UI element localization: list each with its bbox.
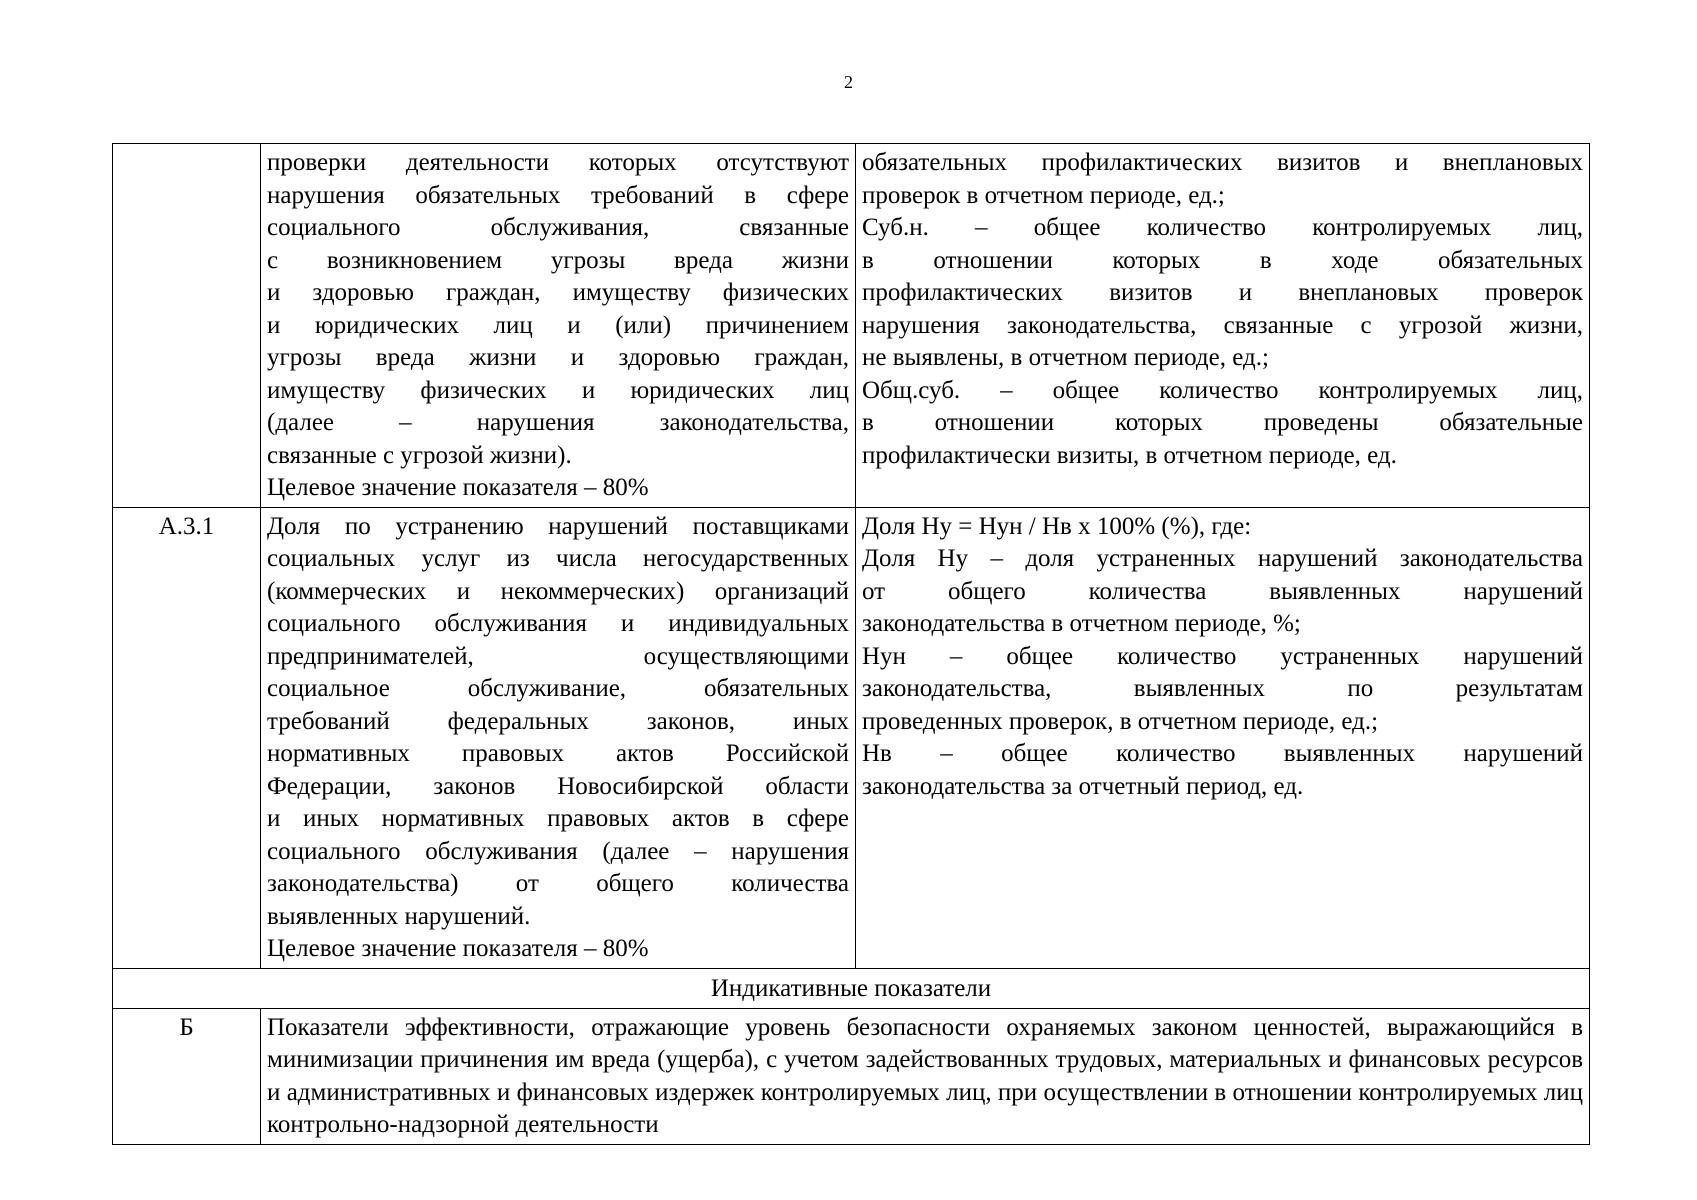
text-line: и здоровью граждан, имуществу физических — [267, 279, 849, 306]
indicator-formula — [856, 507, 1590, 968]
text-line: связанные с угрозой жизни). — [267, 441, 572, 469]
section-title: Индикативные показатели — [113, 968, 1590, 1008]
row-id: А.3.1 — [113, 507, 261, 968]
description-text — [267, 147, 849, 505]
formula-text — [862, 511, 1583, 804]
text-line: не выявлены, в отчетном периоде, ед.; — [862, 344, 1269, 371]
indicators-table — [112, 143, 1590, 1145]
text-line: Общ.суб. – общее количество контролируемых лиц, — [862, 376, 1583, 404]
text-line: Нв – общее количество выявленных нарушений — [862, 740, 1583, 767]
text-line: социальное обслуживание, обязательных — [267, 675, 849, 702]
formula-line: Доля Ну = Нун / Нв х 100% (%), где: — [862, 512, 1252, 540]
indicator-description: Показатели эффективности, отражающие уровень безопасности охраняемых законом ценностей, выражающийся в минимизации причинения им вреда (ущерба), с учетом задействованных трудовых, материальных и финансовых ресурсов и административных и финансовых издержек контролируемых лиц, при осуществлении в отношении контролируемых лиц контрольно-надзорной деятельности — [261, 1008, 1590, 1144]
text-line: законодательства) от общего количества — [267, 870, 849, 897]
text-line: угрозы вреда жизни и здоровью граждан, — [267, 344, 849, 371]
text-line: с возникновением угрозы вреда жизни — [267, 246, 849, 274]
table-row — [113, 507, 1590, 968]
text-line: проверки деятельности которых отсутствуют — [267, 149, 849, 176]
text-line: и юридических лиц и (или) причинением — [267, 311, 849, 339]
text-line: нормативных правовых актов Российской — [267, 740, 849, 767]
text-line: в отношении которых в ходе обязательных — [862, 246, 1583, 274]
table-row — [113, 1008, 1590, 1144]
target-value: Целевое значение показателя – 80% — [267, 474, 649, 501]
text-line: нарушения законодательства, связанные с угрозой жизни, — [862, 311, 1583, 339]
section-header-row — [113, 968, 1590, 1008]
text-line: в отношении которых проведены обязательные — [862, 409, 1583, 436]
row-id: Б — [113, 1008, 261, 1144]
text-line: Нун – общее количество устраненных нарушений — [862, 642, 1583, 670]
text-line: имуществу физических и юридических лиц — [267, 376, 849, 404]
text-line: социального обслуживания, связанные — [267, 214, 849, 241]
text-line: проверок в отчетном периоде, ед.; — [862, 181, 1225, 209]
page-number: 2 — [844, 72, 853, 92]
text-line: нарушения обязательных требований в сфере — [267, 181, 849, 209]
text-line: Доля по устранению нарушений поставщиками — [267, 512, 849, 540]
text-line: и иных нормативных правовых актов в сфере — [267, 805, 849, 832]
text-line: от общего количества выявленных нарушений — [862, 577, 1583, 605]
text-line: проведенных проверок, в отчетном периоде, ед.; — [862, 707, 1379, 735]
text-line: социального обслуживания и индивидуальных — [267, 610, 849, 637]
text-line: (далее – нарушения законодательства, — [267, 409, 849, 436]
text-line: Доля Ну – доля устраненных нарушений законодательства — [862, 545, 1583, 572]
text-line: (коммерческих и некоммерческих) организаций — [267, 577, 849, 605]
indicator-formula — [856, 144, 1590, 508]
text-line: социального обслуживания (далее – нарушения — [267, 837, 849, 865]
indicator-description — [261, 144, 856, 508]
description-text — [267, 511, 849, 966]
text-line: законодательства, выявленных по результатам — [862, 675, 1583, 702]
row-id — [113, 144, 261, 508]
text-line: обязательных профилактических визитов и внеплановых — [862, 149, 1583, 176]
text-line: выявленных нарушений. — [267, 902, 531, 930]
text-line: законодательства в отчетном периоде, %; — [862, 610, 1301, 637]
text-line: профилактически визиты, в отчетном периоде, ед. — [862, 441, 1397, 469]
text-line: законодательства за отчетный период, ед. — [862, 772, 1304, 800]
text-line: Федерации, законов Новосибирской области — [267, 772, 849, 800]
table-row — [113, 144, 1590, 508]
formula-text — [862, 147, 1583, 472]
text-line: Суб.н. – общее количество контролируемых лиц, — [862, 214, 1583, 241]
text-line: предпринимателей, осуществляющими — [267, 642, 849, 670]
text-line: требований федеральных законов, иных — [267, 707, 849, 735]
indicator-description — [261, 507, 856, 968]
target-value: Целевое значение показателя – 80% — [267, 935, 649, 962]
text-line: профилактических визитов и внеплановых проверок — [862, 279, 1583, 306]
text-line: социальных услуг из числа негосударственных — [267, 545, 849, 572]
